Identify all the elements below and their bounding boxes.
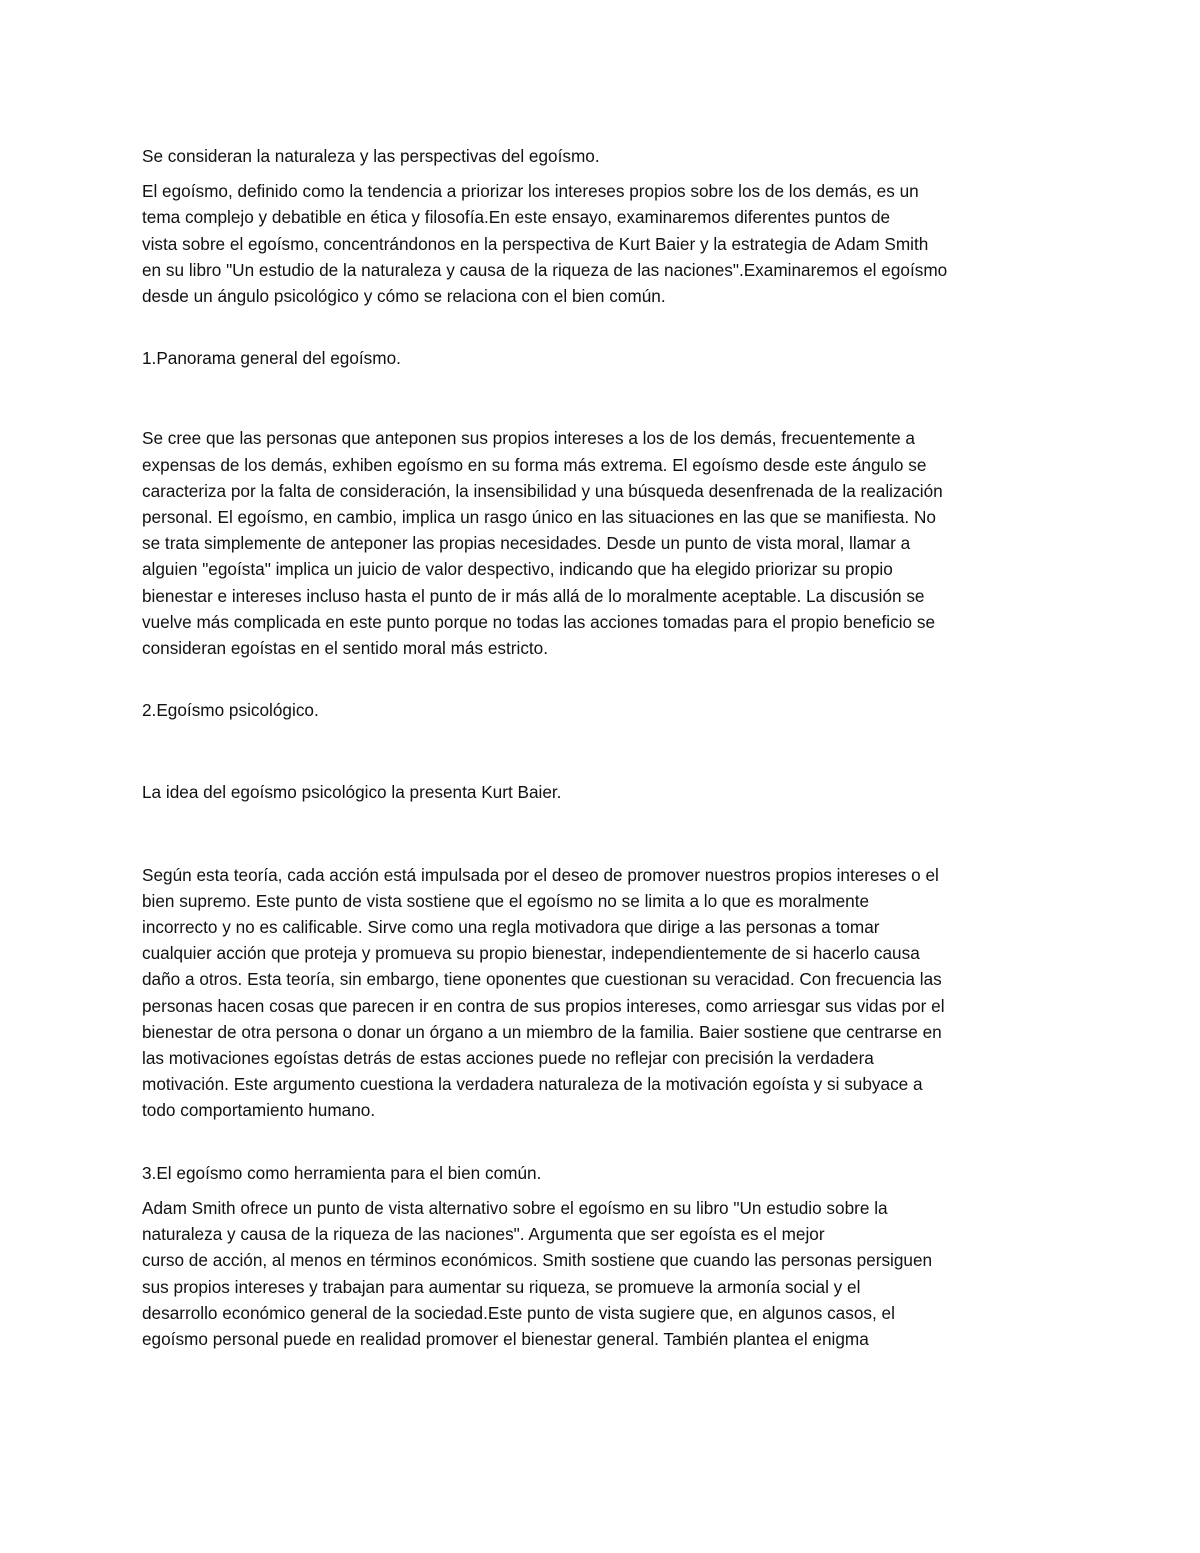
- text-line: bienestar de otra persona o donar un órgano a un miembro de la familia. Baier sostiene que centrarse en: [142, 1021, 942, 1042]
- text-line: expensas de los demás, exhiben egoísmo en su forma más extrema. El egoísmo desde este ángulo se: [142, 454, 927, 475]
- intro-paragraph: [142, 178, 1067, 309]
- intro-title: Se consideran la naturaleza y las perspectivas del egoísmo.: [142, 146, 600, 166]
- text-line: tema complejo y debatible en ética y filosofía.En este ensayo, examinaremos diferentes puntos de: [142, 207, 891, 228]
- text-line: sus propios intereses y trabajan para aumentar su riqueza, se promueve la armonía social y el: [142, 1276, 861, 1297]
- text-line: motivación. Este argumento cuestiona la verdadera naturaleza de la motivación egoísta y si subyace a: [142, 1074, 923, 1095]
- text-line: en su libro "Un estudio de la naturaleza y causa de la riqueza de las naciones".Examinaremos el egoísmo: [142, 259, 948, 280]
- text-line: incorrecto y no es calificable. Sirve como una regla motivadora que dirige a las personas a tomar: [142, 917, 880, 938]
- text-line: todo comportamiento humano.: [142, 1100, 376, 1121]
- text-line: personal. El egoísmo, en cambio, implica un rasgo único en las situaciones en las que se manifiesta. No: [142, 507, 936, 528]
- text-line: cualquier acción que proteja y promueva su propio bienestar, independientemente de si hacerlo causa: [142, 943, 920, 964]
- text-line: daño a otros. Esta teoría, sin embargo, tiene oponentes que cuestionan su veracidad. Con frecuencia las: [142, 969, 942, 990]
- text-line: vuelve más complicada en este punto porque no todas las acciones tomadas para el propio beneficio se: [142, 611, 936, 632]
- text-line: desde un ángulo psicológico y cómo se relaciona con el bien común.: [142, 286, 666, 307]
- document-body: [142, 143, 1067, 1352]
- text-line: bienestar e intereses incluso hasta el punto de ir más allá de lo moralmente aceptable. La discusión se: [142, 585, 925, 606]
- section3-paragraph: [142, 1195, 1067, 1352]
- text-line: desarrollo económico general de la sociedad.Este punto de vista sugiere que, en algunos casos, el: [142, 1302, 895, 1323]
- text-line: El egoísmo, definido como la tendencia a priorizar los intereses propios sobre los de los demás, es un: [142, 181, 919, 202]
- text-line: egoísmo personal puede en realidad promover el bienestar general. También plantea el enigma: [142, 1328, 869, 1349]
- section2-heading: 2.Egoísmo psicológico.: [142, 700, 319, 721]
- text-line: consideran egoístas en el sentido moral más estricto.: [142, 638, 549, 659]
- section1-paragraph: [142, 425, 1067, 661]
- text-line: se trata simplemente de anteponer las propias necesidades. Desde un punto de vista moral, llamar a: [142, 533, 911, 554]
- text-line: alguien "egoísta" implica un juicio de valor despectivo, indicando que ha elegido priorizar su propio: [142, 559, 893, 580]
- text-line: caracteriza por la falta de consideración, la insensibilidad y una búsqueda desenfrenada de la realización: [142, 480, 943, 501]
- text-line: vista sobre el egoísmo, concentrándonos en la perspectiva de Kurt Baier y la estrategia de Adam Smith: [142, 233, 929, 254]
- text-line: Se cree que las personas que anteponen sus propios intereses a los de los demás, frecuentemente a: [142, 428, 915, 449]
- section1-heading: 1.Panorama general del egoísmo.: [142, 348, 401, 369]
- text-line: naturaleza y causa de la riqueza de las naciones". Argumenta que ser egoísta es el mejor: [142, 1224, 825, 1245]
- section2-paragraph: [142, 862, 1067, 1124]
- text-line: bien supremo. Este punto de vista sostiene que el egoísmo no se limita a lo que es moralmente: [142, 890, 870, 911]
- section3-heading: 3.El egoísmo como herramienta para el bien común.: [142, 1162, 542, 1183]
- text-line: curso de acción, al menos en términos económicos. Smith sostiene que cuando las personas persiguen: [142, 1250, 933, 1271]
- text-line: Adam Smith ofrece un punto de vista alternativo sobre el egoísmo en su libro "Un estudio sobre la: [142, 1197, 888, 1218]
- text-line: las motivaciones egoístas detrás de estas acciones puede no reflejar con precisión la verdadera: [142, 1048, 874, 1069]
- text-line: personas hacen cosas que parecen ir en contra de sus propios intereses, como arriesgar sus vidas por el: [142, 995, 945, 1016]
- section2-intro: La idea del egoísmo psicológico la presenta Kurt Baier.: [142, 782, 562, 803]
- text-line: Según esta teoría, cada acción está impulsada por el deseo de promover nuestros propios intereses o el: [142, 864, 939, 885]
